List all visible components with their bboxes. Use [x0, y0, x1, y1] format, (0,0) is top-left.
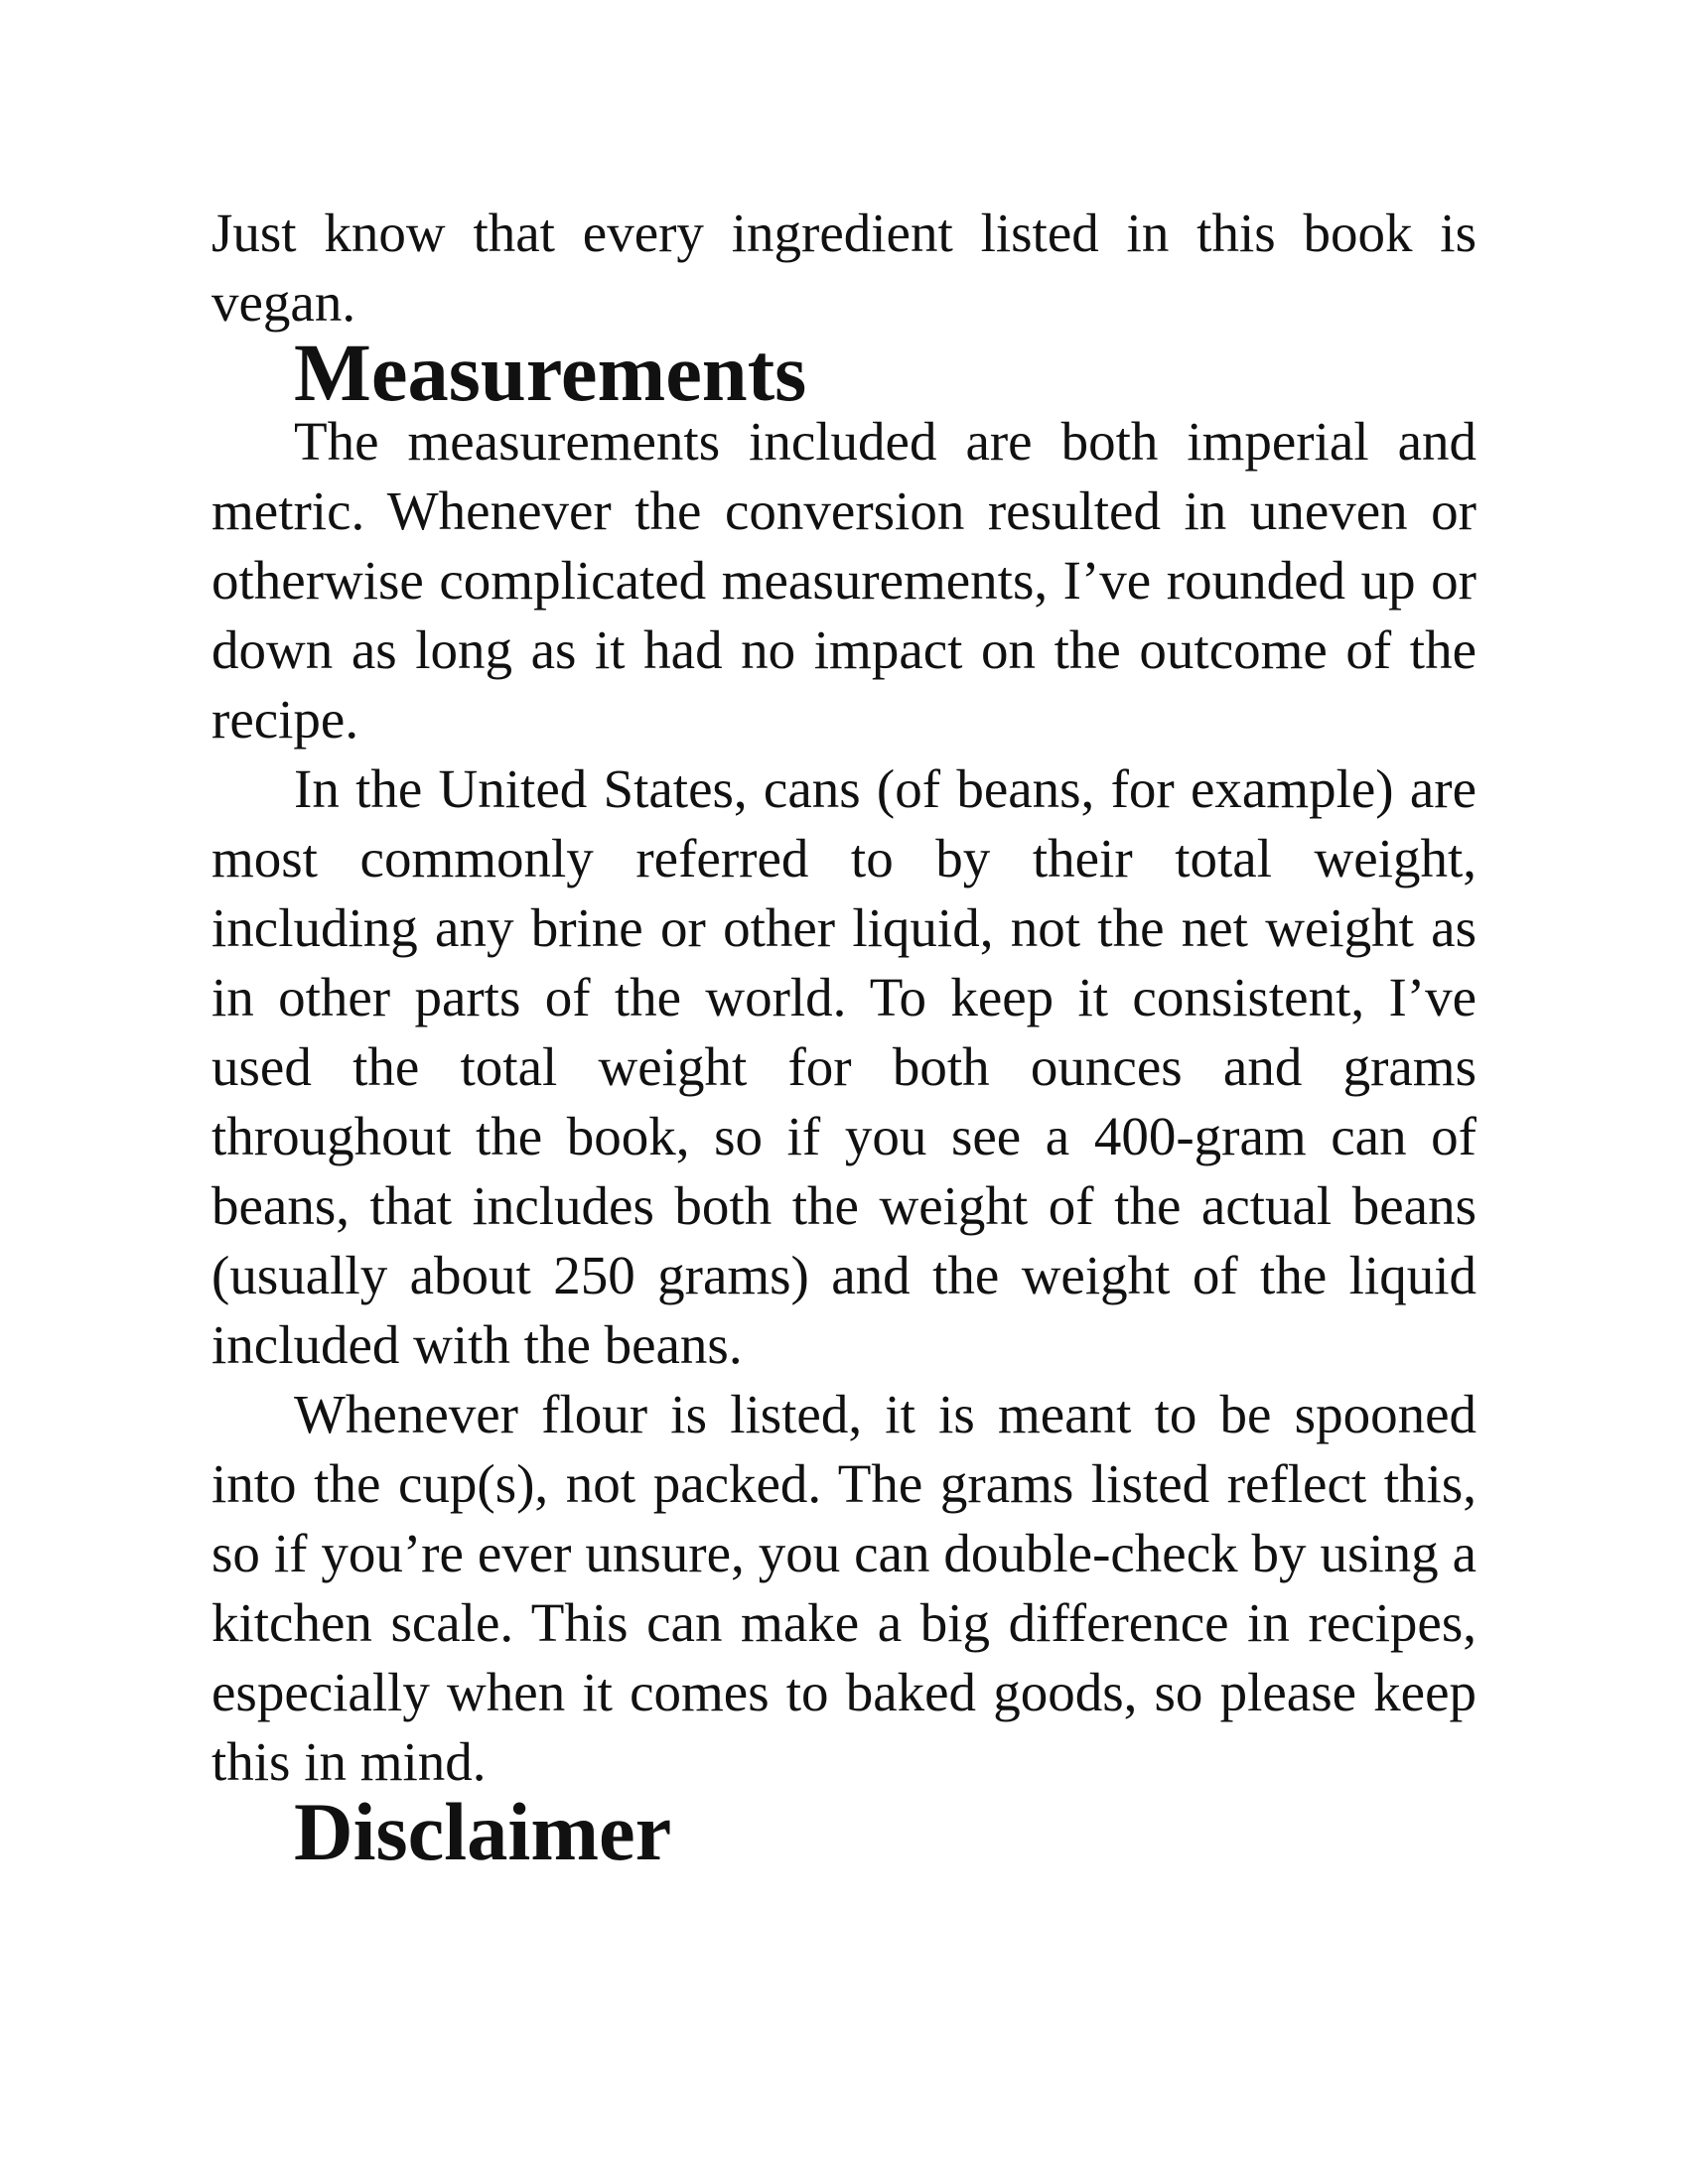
- paragraph-flour: Whenever flour is listed, it is meant to be spooned into the cup(s), not packed. The grams listed reflect this, so if you’re ever unsure, you can double-check by using a kitchen scale. This can make a big difference in recipes, especially when it comes to baked goods, so please keep this in mind.: [211, 1384, 1477, 1792]
- paragraph-measurements: The measurements included are both imperial and metric. Whenever the conversion resulted in uneven or otherwise complicated measurements, I’ve rounded up or down as long as it had no impact on the outcome of the recipe.: [211, 411, 1477, 750]
- paragraph-vegan-note: Just know that every ingredient listed in this book is vegan.: [211, 203, 1477, 333]
- paragraph-cans: In the United States, cans (of beans, for example) are most commonly referred to by their total weight, including any brine or other liquid, not the net weight as in other parts of the world. To keep it consistent, I’ve used the total weight for both ounces and grams throughout the book, so if you see a 400-gram can of beans, that includes both the weight of the actual beans (usually about 250 grams) and the weight of the liquid included with the beans.: [211, 758, 1477, 1375]
- heading-disclaimer: Disclaimer: [294, 1786, 672, 1877]
- heading-measurements: Measurements: [294, 327, 807, 418]
- page-body: [211, 199, 1477, 1877]
